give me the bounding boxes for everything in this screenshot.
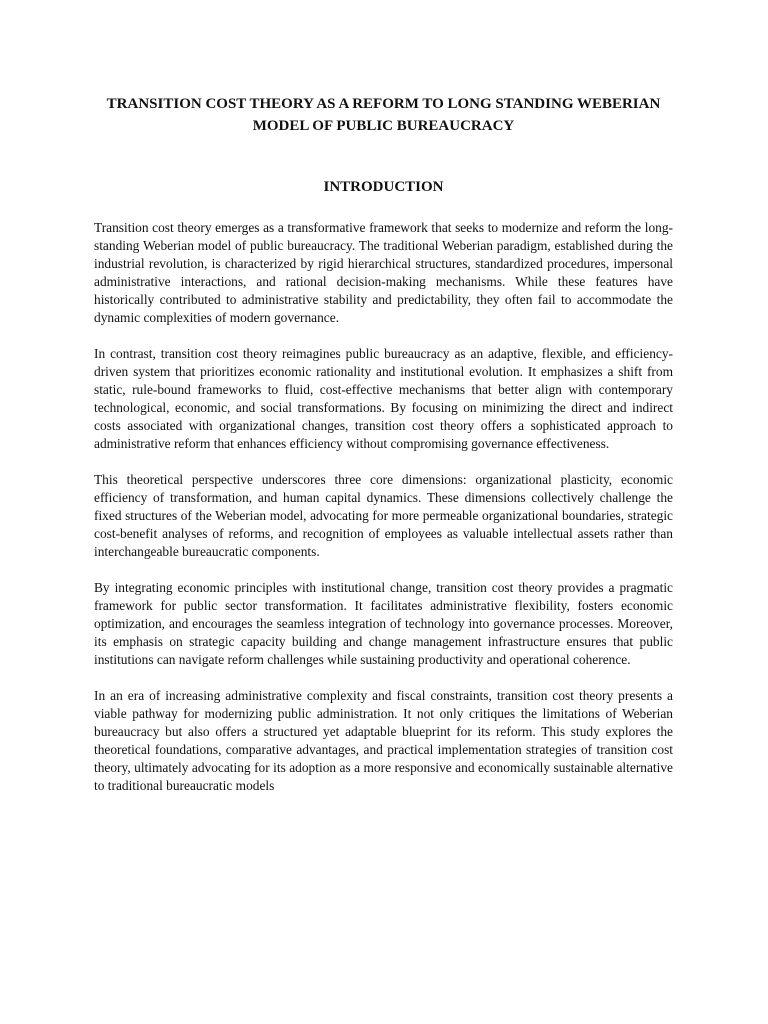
paragraph-3: This theoretical perspective underscores three core dimensions: organizational plasticity, economic efficiency of transformation, and human capital dynamics. These dimensions collectively challenge the fixed structures of the Weberian model, advocating for more permeable organizational boundaries, strategic cost-benefit analyses of reforms, and recognition of employees as valuable intellectual assets rather than interchangeable bureaucratic components. — [94, 472, 673, 559]
paragraph-4: By integrating economic principles with institutional change, transition cost theory provides a pragmatic framework for public sector transformation. It facilitates administrative flexibility, fosters economic optimization, and encourages the seamless integration of technology into governance processes. Moreover, its emphasis on strategic capacity building and change management infrastructure ensures that public institutions can navigate reform challenges while sustaining productivity and operational coherence. — [94, 580, 673, 667]
paragraph-5: In an era of increasing administrative complexity and fiscal constraints, transition cost theory presents a viable pathway for modernizing public administration. It not only critiques the limitations of Weberian bureaucracy but also offers a structured yet adaptable blueprint for its reform. This study explores the theoretical foundations, comparative advantages, and practical implementation strategies of transition cost theory, ultimately advocating for its adoption as a more responsive and economically sustainable alternative to traditional bureaucratic models — [94, 688, 673, 793]
document-title: TRANSITION COST THEORY AS A REFORM TO LONG STANDING WEBERIAN MODEL OF PUBLIC BUREAUCRACY — [106, 96, 661, 134]
paragraph-2: In contrast, transition cost theory reimagines public bureaucracy as an adaptive, flexible, and efficiency-driven system that prioritizes economic rationality and institutional evolution. It emphasizes a shift from static, rule-bound frameworks to fluid, cost-effective mechanisms that better align with contemporary technological, economic, and social transformations. By focusing on minimizing the direct and indirect costs associated with organizational changes, transition cost theory offers a sophisticated approach to administrative reform that enhances efficiency without compromising governance effectiveness. — [94, 346, 673, 451]
paragraph-1: Transition cost theory emerges as a transformative framework that seeks to modernize and reform the long-standing Weberian model of public bureaucracy. The traditional Weberian paradigm, established during the industrial revolution, is characterized by rigid hierarchical structures, standardized procedures, impersonal administrative interactions, and rational decision-making mechanisms. While these features have historically contributed to administrative stability and predictability, they often fail to accommodate the dynamic complexities of modern governance. — [94, 220, 673, 325]
document-body — [94, 219, 673, 813]
section-heading-introduction: INTRODUCTION — [323, 179, 444, 195]
